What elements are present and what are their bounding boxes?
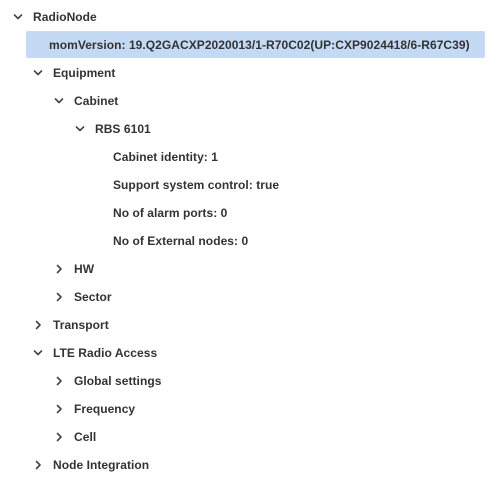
tree-node-label: RBS 6101 bbox=[95, 122, 151, 136]
tree-node-rbs-6101[interactable] bbox=[0, 115, 493, 143]
chevron-right-icon[interactable] bbox=[33, 460, 43, 470]
tree-node-label: Node Integration bbox=[53, 458, 150, 472]
tree-node-label: Cabinet bbox=[74, 94, 119, 108]
chevron-down-icon[interactable] bbox=[33, 348, 43, 358]
tree-node-label: Global settings bbox=[74, 374, 162, 388]
property-label: No of alarm ports: 0 bbox=[113, 206, 228, 220]
tree-node-label: RadioNode bbox=[33, 10, 97, 24]
tree-node-node-integration[interactable] bbox=[0, 451, 493, 479]
tree-property-cabinet-identity[interactable] bbox=[0, 143, 493, 171]
property-label: No of External nodes: 0 bbox=[113, 234, 249, 248]
tree-node-cabinet[interactable] bbox=[0, 87, 493, 115]
tree-node-label: Sector bbox=[74, 290, 112, 304]
tree-node-label: Frequency bbox=[74, 402, 136, 416]
tree-node-label: momVersion: 19.Q2GACXP2020013/1-R70C02(UP:CXP9024418/6-R67C39) bbox=[49, 38, 470, 52]
tree-property-support-system-control[interactable] bbox=[0, 171, 493, 199]
chevron-right-icon[interactable] bbox=[54, 404, 64, 414]
tree-node-lte-radio-access[interactable] bbox=[0, 339, 493, 367]
tree-node-label: Cell bbox=[74, 430, 97, 444]
chevron-down-icon[interactable] bbox=[13, 12, 23, 22]
tree-node-transport[interactable] bbox=[0, 311, 493, 339]
tree-node-label: HW bbox=[74, 262, 95, 276]
chevron-right-icon[interactable] bbox=[33, 320, 43, 330]
tree-node-global-settings[interactable] bbox=[0, 367, 493, 395]
tree-node-label: Equipment bbox=[53, 66, 116, 80]
chevron-right-icon[interactable] bbox=[54, 432, 64, 442]
tree-property-alarm-ports[interactable] bbox=[0, 199, 493, 227]
tree-node-sector[interactable] bbox=[0, 283, 493, 311]
property-label: Support system control: true bbox=[113, 178, 280, 192]
tree-node-radionode[interactable] bbox=[0, 3, 493, 31]
tree-node-label: LTE Radio Access bbox=[53, 346, 158, 360]
chevron-down-icon[interactable] bbox=[75, 124, 85, 134]
tree-node-frequency[interactable] bbox=[0, 395, 493, 423]
chevron-down-icon[interactable] bbox=[54, 96, 64, 106]
chevron-right-icon[interactable] bbox=[54, 376, 64, 386]
chevron-right-icon[interactable] bbox=[54, 264, 64, 274]
chevron-down-icon[interactable] bbox=[33, 68, 43, 78]
chevron-right-icon[interactable] bbox=[54, 292, 64, 302]
tree-property-external-nodes[interactable] bbox=[0, 227, 493, 255]
tree-node-hw[interactable] bbox=[0, 255, 493, 283]
tree-node-label: Transport bbox=[53, 318, 109, 332]
property-label: Cabinet identity: 1 bbox=[113, 150, 218, 164]
tree-node-cell[interactable] bbox=[0, 423, 493, 451]
tree-node-equipment[interactable] bbox=[0, 59, 493, 87]
tree-node-mom-version[interactable] bbox=[0, 31, 493, 59]
